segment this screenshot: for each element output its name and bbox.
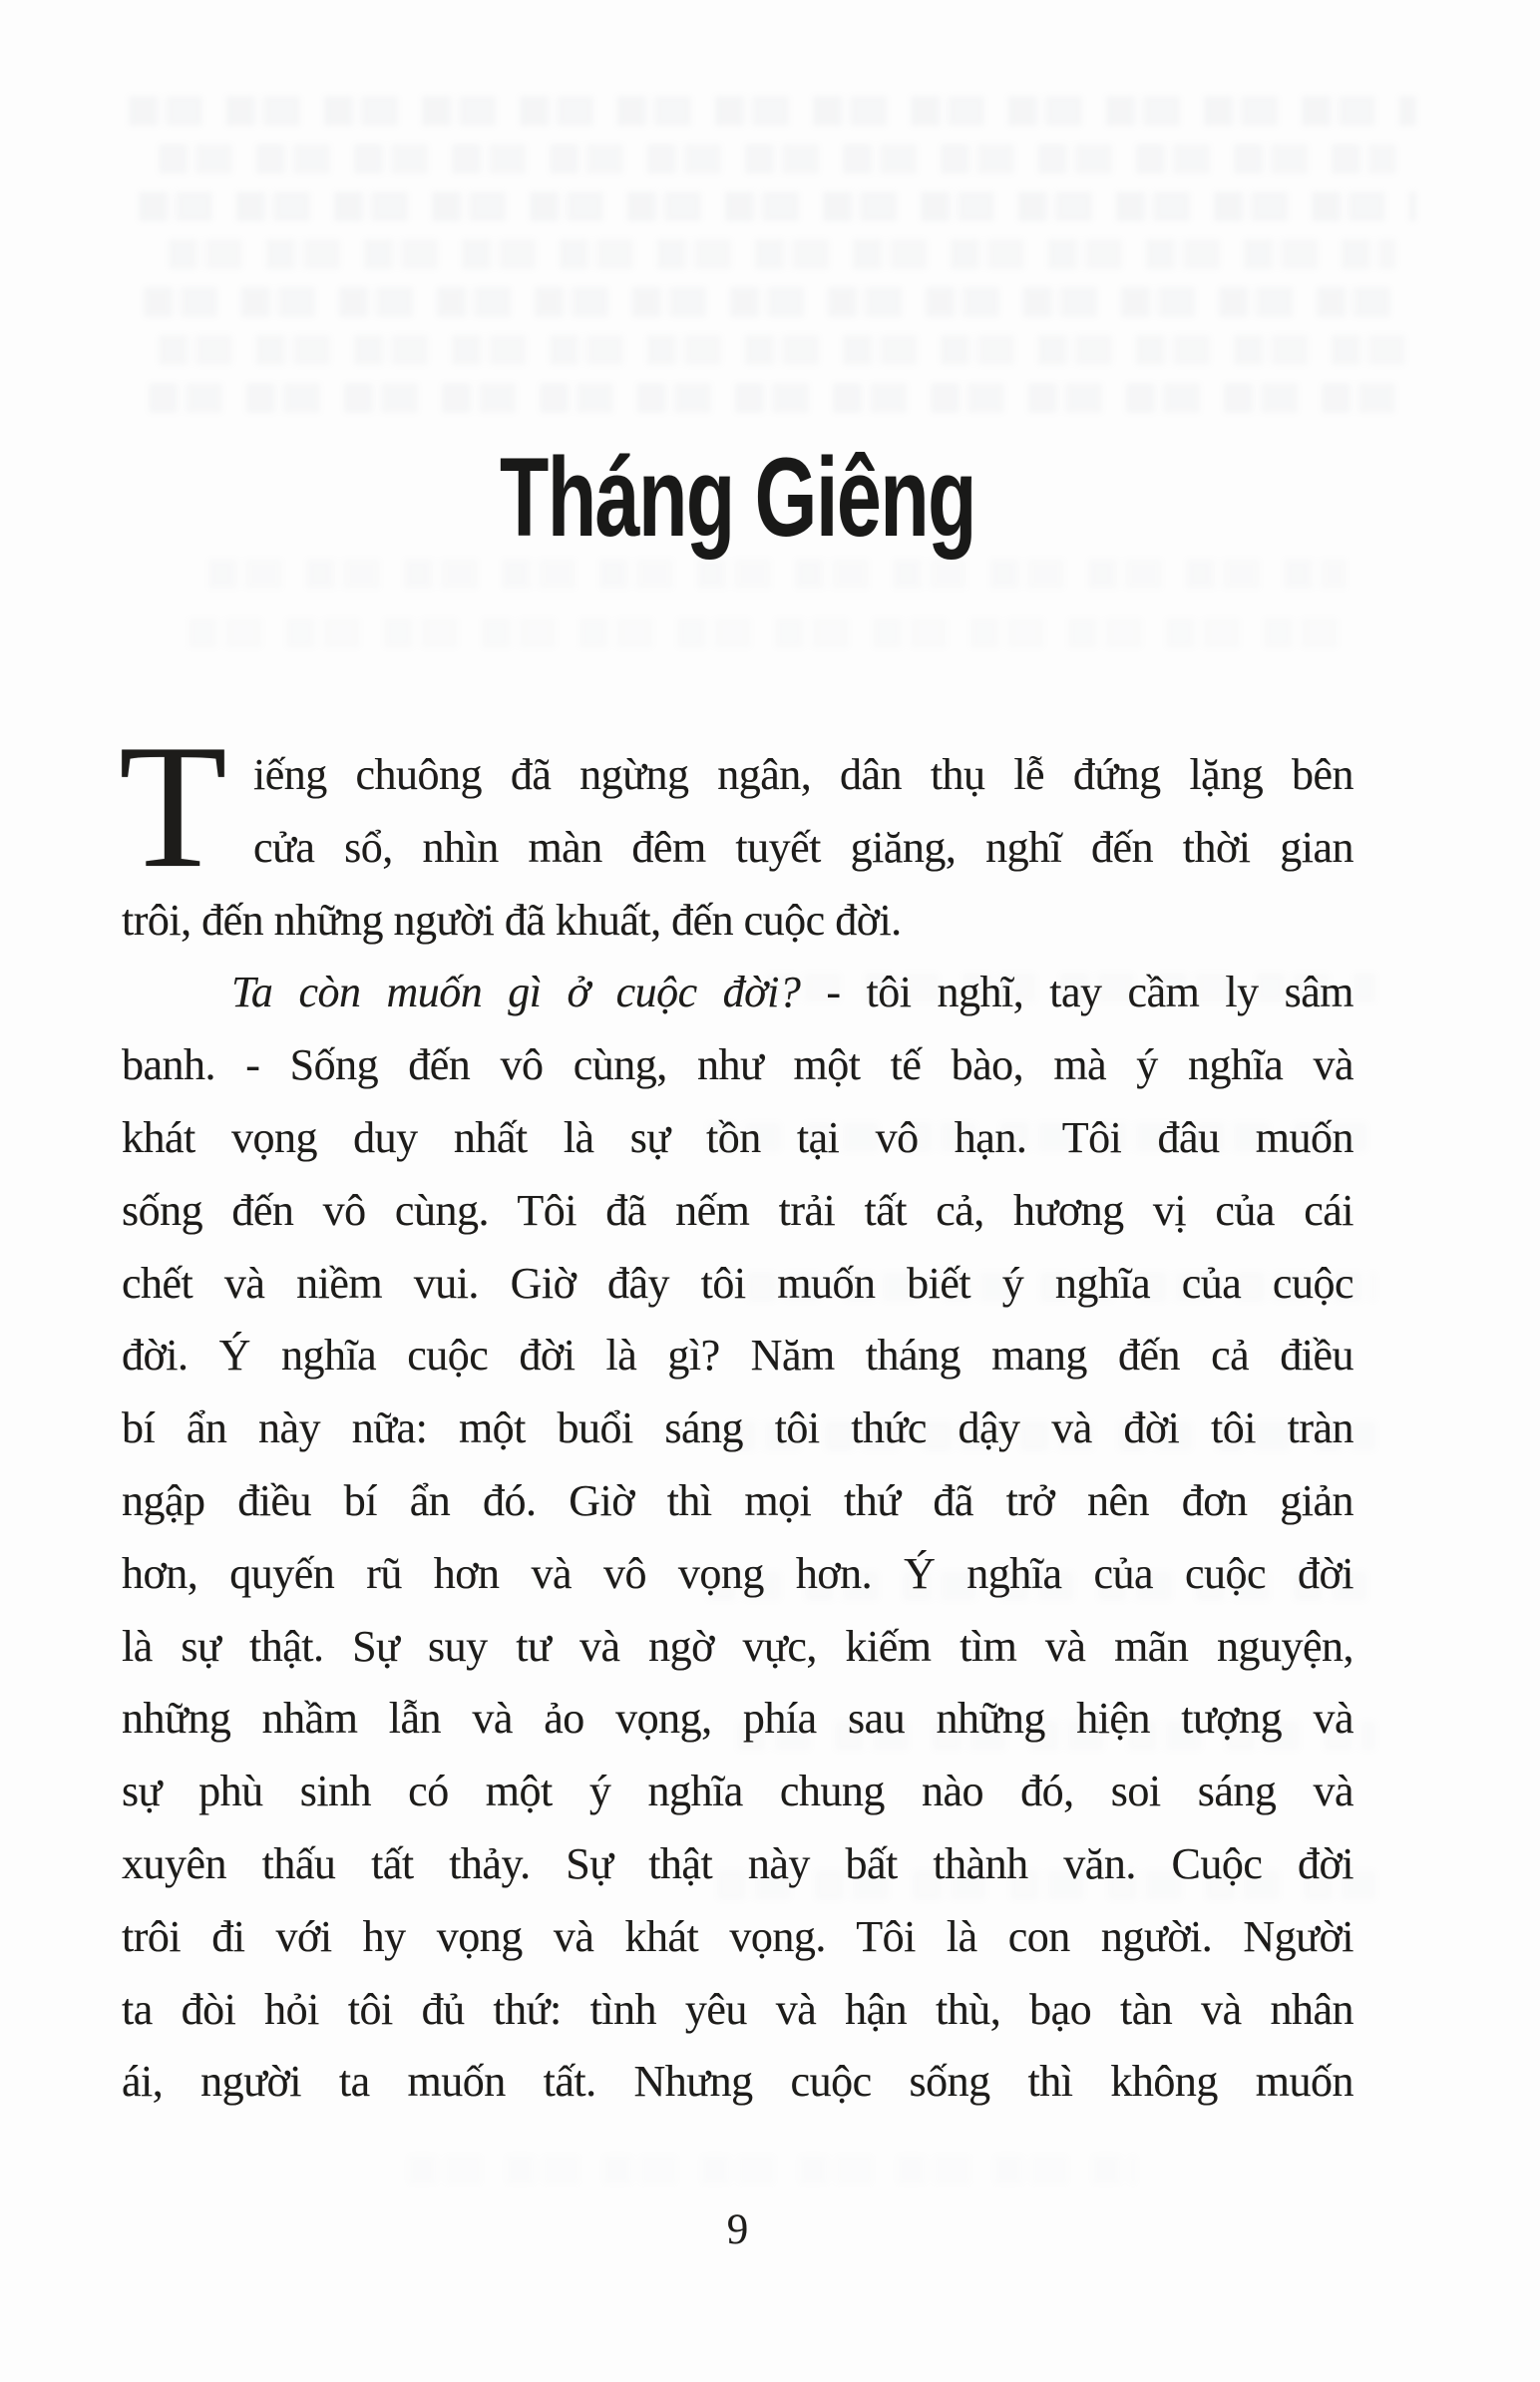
text-line: cửa sổ, nhìn màn đêm tuyết giăng, nghĩ đến thời gian <box>253 822 1353 872</box>
page-number: 9 <box>726 2206 749 2253</box>
body-text <box>119 707 1353 2119</box>
text-line: khát vọng duy nhất là sự tồn tại vô hạn. Tôi đâu muốn <box>122 1112 1353 1162</box>
text-line: những nhầm lẫn và ảo vọng, phía sau những hiện tượng và <box>122 1694 1353 1744</box>
roman-phrase: - tôi nghĩ, tay cầm ly sâm <box>800 968 1353 1017</box>
bleedthrough-artifact <box>150 335 1406 365</box>
drop-cap: T <box>119 707 227 905</box>
text-line: sống đến vô cùng. Tôi đã nếm trải tất cả, hương vị của cái <box>122 1185 1353 1235</box>
text-line <box>122 957 1353 1029</box>
bleedthrough-artifact <box>399 2155 1137 2184</box>
italic-phrase: Ta còn muốn gì ở cuộc đời? <box>231 968 801 1017</box>
text-line: hơn, quyến rũ hơn và vô vọng hơn. Ý nghĩa của cuộc đời <box>122 1548 1353 1598</box>
text-line: ta đòi hỏi tôi đủ thứ: tình yêu và hận thù, bạo tàn và nhân <box>122 1984 1353 2034</box>
text-line: ngập điều bí ẩn đó. Giờ thì mọi thứ đã trở nên đơn giản <box>122 1475 1353 1525</box>
bleedthrough-artifact <box>130 192 1416 221</box>
chapter-title: Tháng Giêng <box>500 435 975 560</box>
text-line: ái, người ta muốn tất. Nhưng cuộc sống thì không muốn <box>122 2057 1353 2107</box>
text-line: chết và niềm vui. Giờ đây tôi muốn biết ý nghĩa của cuộc <box>122 1258 1353 1308</box>
bleedthrough-artifact <box>150 144 1396 174</box>
bleedthrough-artifact <box>180 618 1356 648</box>
text-line: trôi đi với hy vọng và khát vọng. Tôi là con người. Người <box>122 1911 1353 1961</box>
text-line: banh. - Sống đến vô cùng, như một tế bào, mà ý nghĩa và <box>122 1040 1353 1090</box>
text-line: xuyên thấu tất thảy. Sự thật này bất thành văn. Cuộc đời <box>122 1838 1353 1888</box>
bleedthrough-artifact <box>140 383 1406 413</box>
bleedthrough-artifact <box>199 559 1347 589</box>
text-line: là sự thật. Sự suy tư và ngờ vực, kiếm tìm và mãn nguyện, <box>122 1621 1353 1671</box>
text-line: trôi, đến những người đã khuất, đến cuộc đời. <box>122 895 902 945</box>
text-line: sự phù sinh có một ý nghĩa chung nào đó, soi sáng và <box>122 1767 1353 1816</box>
text-line: iếng chuông đã ngừng ngân, dân thụ lễ đứng lặng bên <box>253 750 1353 799</box>
text-lines <box>122 739 1353 2119</box>
bleedthrough-artifact <box>135 287 1411 317</box>
bleedthrough-artifact <box>120 96 1416 126</box>
bleedthrough-artifact <box>160 239 1396 269</box>
text-line: đời. Ý nghĩa cuộc đời là gì? Năm tháng mang đến cả điều <box>122 1331 1353 1381</box>
text-line: bí ẩn này nữa: một buổi sáng tôi thức dậy và đời tôi tràn <box>122 1403 1353 1453</box>
